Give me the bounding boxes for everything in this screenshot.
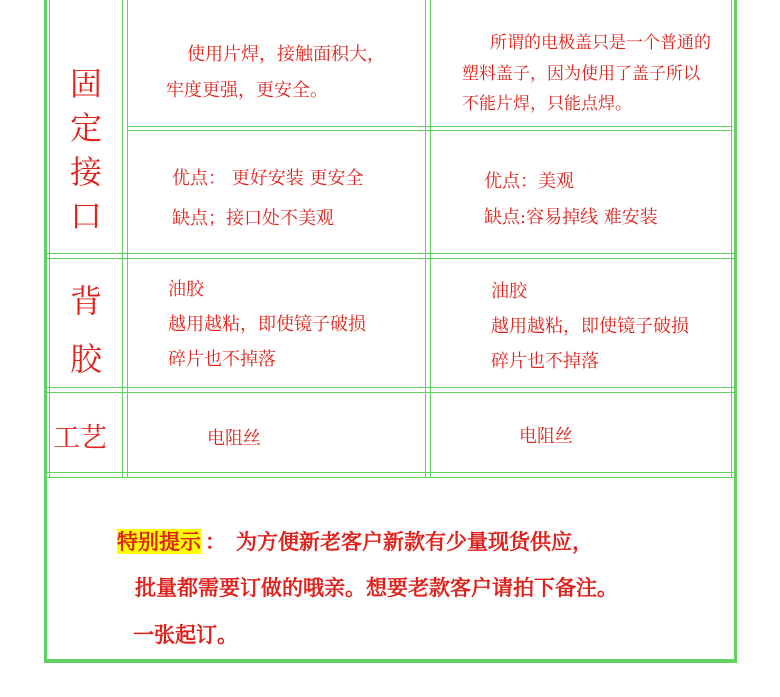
notice-line3: 一张起订。 [133, 622, 238, 647]
process-col1: 电阻丝 [207, 428, 261, 449]
fixed-col2-desc-line1: 所谓的电极盖只是一个普通的 [490, 33, 711, 53]
row-header-fixed-interface [55, 62, 117, 238]
adhesive-col2-line3: 碎片也不掉落 [491, 351, 599, 372]
grid-line [47, 477, 735, 478]
notice-label: 特别提示 [117, 529, 201, 554]
grid-line [44, 0, 47, 663]
grid-line [430, 0, 431, 478]
fixed-col1-pros: 优点： 更好安装 更安全 [172, 168, 364, 189]
grid-line [122, 0, 123, 478]
notice-separator: ： [205, 529, 226, 554]
notice-line2: 批量都需要订做的哦亲。想要老款客户请拍下备注。 [135, 575, 618, 600]
grid-line [47, 253, 735, 254]
header-char: 口 [69, 197, 102, 235]
adhesive-col1-line3: 碎片也不掉落 [168, 349, 276, 370]
header-char: 背 [69, 282, 102, 320]
fixed-col1-desc-line1: 使用片焊，接触面积大， [187, 44, 385, 65]
fixed-col2-desc-line2: 塑料盖子，因为使用了盖子所以 [462, 64, 700, 84]
fixed-col2-cons: 缺点:容易掉线 难安装 [484, 207, 658, 228]
grid-line [47, 387, 735, 388]
grid-line [44, 659, 737, 663]
grid-line [128, 130, 732, 131]
process-col2: 电阻丝 [519, 426, 573, 447]
grid-line [127, 0, 128, 478]
grid-line [425, 0, 426, 478]
adhesive-col2-line2: 越用越粘，即使镜子破损 [491, 316, 689, 337]
row-header-adhesive [55, 272, 117, 388]
grid-line [47, 258, 735, 259]
adhesive-col2-line1: 油胶 [491, 281, 527, 302]
grid-line [734, 0, 737, 663]
grid-line [47, 392, 735, 393]
fixed-col2-pros: 优点：美观 [484, 171, 574, 192]
adhesive-col1-line1: 油胶 [168, 279, 204, 300]
header-char: 胶 [69, 340, 102, 378]
fixed-col1-cons: 缺点；接口处不美观 [172, 208, 334, 229]
grid-line [731, 0, 732, 478]
header-char: 定 [69, 109, 102, 147]
fixed-col1-desc-line2: 牢度更强，更安全。 [166, 80, 328, 101]
grid-line [128, 126, 732, 127]
grid-line [47, 472, 735, 473]
row-header-process: 工艺 [53, 423, 107, 454]
header-char: 固 [69, 65, 102, 103]
notice-line1-text: 为方便新老客户新款有少量现货供应， [236, 529, 593, 554]
header-char: 接 [69, 153, 102, 191]
grid-line [49, 0, 50, 478]
fixed-col2-desc-line3: 不能片焊，只能点焊。 [462, 94, 632, 114]
adhesive-col1-line2: 越用越粘，即使镜子破损 [168, 314, 366, 335]
notice-line1 [117, 526, 593, 556]
